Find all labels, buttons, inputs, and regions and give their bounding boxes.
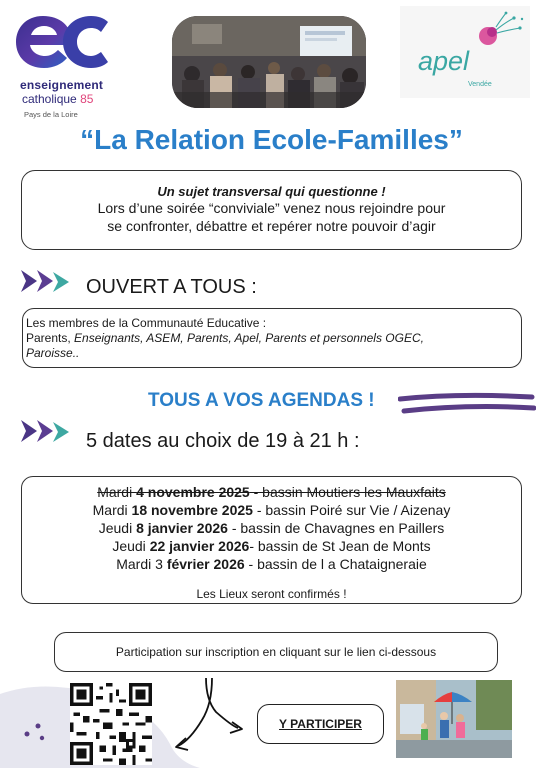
- school-umbrella-photo: [396, 680, 512, 758]
- date-place: - bassin de l a Chataigneraie: [244, 556, 427, 572]
- ec-logo-line2: [22, 92, 93, 106]
- date-row: [22, 483, 521, 501]
- date-value: février 2026: [166, 556, 245, 572]
- participate-button[interactable]: [257, 704, 384, 744]
- date-place: - bassin Moutiers les Mauxfaits: [249, 484, 446, 500]
- enseignement-catholique-logo: [14, 12, 109, 119]
- dates-box: [21, 476, 522, 604]
- date-row: [22, 537, 521, 555]
- dates-heading: 5 dates au choix de 19 à 21 h :: [86, 430, 360, 452]
- audience-box: [22, 308, 522, 368]
- qr-code[interactable]: [70, 683, 152, 765]
- agendas-heading: TOUS A VOS AGENDAS !: [148, 390, 375, 411]
- date-row: [22, 501, 521, 519]
- apel-logo-word: apel: [418, 46, 470, 76]
- participate-button-label: Y PARTICIPER: [279, 717, 362, 731]
- inscription-box: [54, 632, 498, 672]
- date-value: 4 novembre 2025: [136, 484, 250, 500]
- audience-line2-plain: Parents,: [26, 331, 75, 345]
- open-section-heading: OUVERT A TOUS :: [86, 276, 257, 298]
- audience-line2-italic: Enseignants, ASEM, Parents, Apel, Parents et personnels OGEC,: [74, 331, 424, 345]
- date-value: 22 janvier 2026: [149, 538, 250, 554]
- date-day: Jeudi: [112, 538, 150, 554]
- inscription-note: Participation sur inscription en cliquant sur le lien ci-dessous: [115, 645, 437, 659]
- fork-arrow-icon: [172, 676, 246, 764]
- ec-logo-mark: [14, 12, 109, 70]
- lieux-note: Les Lieux seront confirmés !: [196, 587, 347, 601]
- date-day: Mardi 3: [116, 556, 167, 572]
- ec-logo-line3: Pays de la Loire: [24, 110, 78, 119]
- chevron-arrows-icon: [19, 268, 71, 294]
- date-place: - bassin Poiré sur Vie / Aizenay: [252, 502, 451, 518]
- date-row: [22, 555, 521, 573]
- date-day: Mardi: [92, 502, 132, 518]
- apel-vendee-logo: [400, 6, 530, 98]
- ec-logo-line1: enseignement: [20, 78, 104, 92]
- date-place: - bassin de Chavagnes en Paillers: [227, 520, 445, 536]
- intro-line1: Lors d’une soirée “conviviale” venez nous rejoindre pour: [97, 200, 446, 216]
- audience-line1: Les membres de la Communauté Educative :: [26, 316, 267, 330]
- intro-heading: Un sujet transversal qui questionne !: [157, 184, 386, 199]
- brush-stroke-decoration: [398, 390, 536, 420]
- apel-logo-region: Vendée: [468, 81, 492, 88]
- audience-line2: [26, 331, 515, 346]
- date-day: Mardi: [97, 484, 137, 500]
- date-day: Jeudi: [98, 520, 137, 536]
- page-title: “La Relation Ecole-Familles”: [80, 124, 463, 155]
- chevron-arrows-icon: [19, 418, 71, 444]
- date-value: 8 janvier 2026: [136, 520, 228, 536]
- intro-line2: se confronter, débattre et repérer notre pouvoir d’agir: [107, 218, 436, 234]
- date-row: [22, 519, 521, 537]
- dandelion-icon: [466, 10, 526, 54]
- conference-photo: [172, 16, 366, 108]
- intro-box: [21, 170, 522, 250]
- ec-logo-line2-text: catholique: [22, 92, 77, 106]
- audience-line3: Paroisse..: [26, 346, 80, 360]
- date-value: 18 novembre 2025: [131, 502, 253, 518]
- date-place: - bassin de St Jean de Monts: [249, 538, 431, 554]
- ec-logo-line2-num: 85: [80, 92, 94, 106]
